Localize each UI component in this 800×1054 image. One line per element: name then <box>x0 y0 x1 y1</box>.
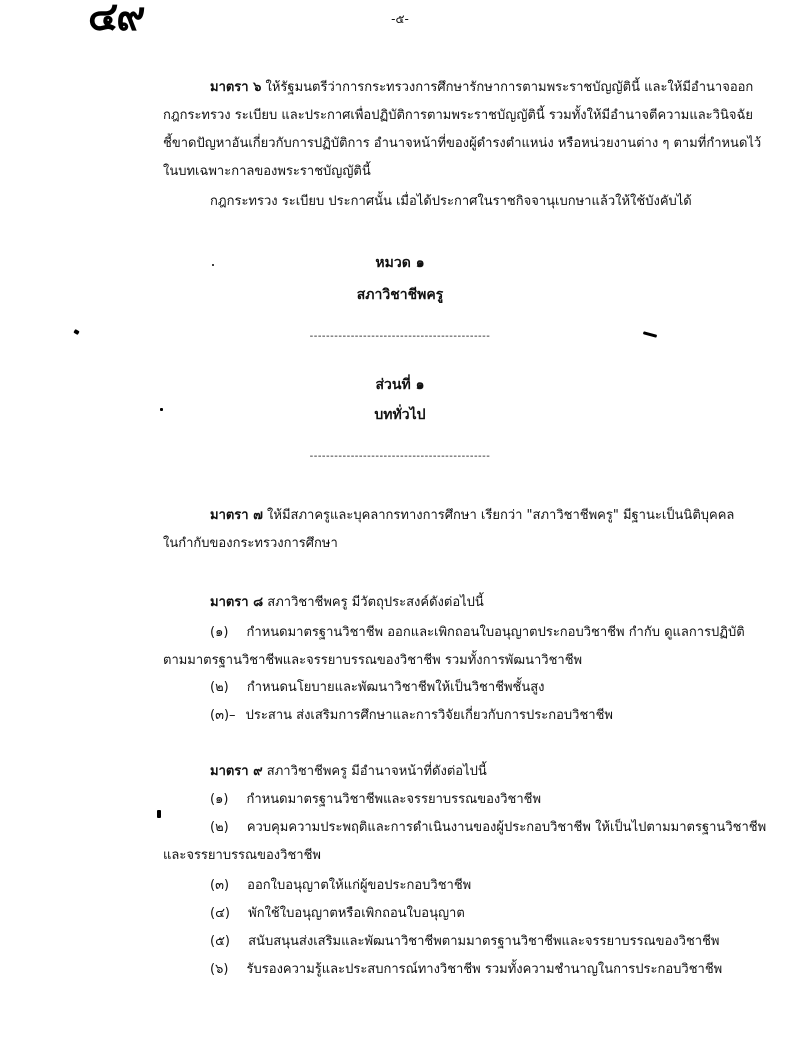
item-text: กำหนดมาตรฐานวิชาชีพและจรรยาบรรณของวิชาชีพ <box>246 792 542 807</box>
section-6-text-line-2: กฎกระทรวง ระเบียบ และประกาศเพื่อปฏิบัติการตามพระราชบัญญัตินี้ รวมทั้งให้มีอำนาจตีความและวินิจฉัย <box>163 108 753 123</box>
section-9-intro: สภาวิชาชีพครู มีอำนาจหน้าที่ดังต่อไปนี้ <box>266 764 487 779</box>
chapter-number: หมวด ๑ <box>375 255 425 271</box>
section-7-label: มาตรา ๗ <box>210 508 263 523</box>
section-8-item-2 <box>210 678 545 698</box>
page-number: -๕- <box>391 12 409 26</box>
item-text: รับรองความรู้และประสบการณ์ทางวิชาชีพ รวมทั้งความชำนาญในการประกอบวิชาชีพ <box>246 962 723 977</box>
section-9-item-3 <box>210 876 471 896</box>
chapter-title: สภาวิชาชีพครู <box>356 287 444 303</box>
item-number: (๓)– <box>210 708 236 723</box>
section-6-first-line <box>210 78 753 98</box>
item-text: ออกใบอนุญาตให้แก่ผู้ขอประกอบวิชาชีพ <box>247 878 472 893</box>
section-9-label: มาตรา ๙ <box>210 764 263 779</box>
part-number: ส่วนที่ ๑ <box>375 377 425 393</box>
section-8-item-1 <box>210 623 745 643</box>
item-number: (๕) <box>210 934 230 949</box>
section-9-item-6 <box>210 960 722 980</box>
section-9-item-1 <box>210 790 541 810</box>
section-9-item-2-continuation: และจรรยาบรรณของวิชาชีพ <box>163 848 321 863</box>
item-number: (๖) <box>210 962 229 977</box>
item-text: พักใช้ใบอนุญาตหรือเพิกถอนใบอนุญาต <box>248 906 465 921</box>
section-6-text-line-1: ให้รัฐมนตรีว่าการกระทรวงการศึกษารักษาการตามพระราชบัญญัตินี้ และให้มีอำนาจออก <box>265 80 754 95</box>
scan-speck <box>157 810 161 818</box>
section-9-intro-line <box>210 762 487 782</box>
section-9-item-5 <box>210 932 720 952</box>
section-7-text-line-2: ในกำกับของกระทรวงการศึกษา <box>163 536 338 551</box>
section-8-intro-line <box>210 593 484 613</box>
item-text: กำหนดนโยบายและพัฒนาวิชาชีพให้เป็นวิชาชีพชั้นสูง <box>246 680 545 695</box>
handwritten-page-mark: ๔๙ <box>88 0 144 40</box>
item-text: สนับสนุนส่งเสริมและพัฒนาวิชาชีพตามมาตรฐานวิชาชีพและจรรยาบรรณของวิชาชีพ <box>248 934 720 949</box>
part-title: บททั่วไป <box>374 407 426 423</box>
item-text: กำหนดมาตรฐานวิชาชีพ ออกและเพิกถอนใบอนุญาตประกอบวิชาชีพ กำกับ ดูแลการปฏิบัติ <box>246 625 745 640</box>
divider-2: -------------------------------------------- <box>309 451 491 462</box>
item-number: (๒) <box>210 820 229 835</box>
section-7-first-line <box>210 506 734 526</box>
item-text: ควบคุมความประพฤติและการดำเนินงานของผู้ประกอบวิชาชีพ ให้เป็นไปตามมาตรฐานวิชาชีพ <box>246 820 767 835</box>
section-8-item-1-continuation: ตามมาตรฐานวิชาชีพและจรรยาบรรณของวิชาชีพ รวมทั้งการพัฒนาวิชาชีพ <box>163 653 583 668</box>
section-7-text-line-1: ให้มีสภาครูและบุคลากรทางการศึกษา เรียกว่า "สภาวิชาชีพครู" มีฐานะเป็นนิติบุคคล <box>267 508 735 523</box>
item-text: ประสาน ส่งเสริมการศึกษาและการวิจัยเกี่ยวกับการประกอบวิชาชีพ <box>245 708 613 723</box>
section-6-text-line-4: ในบทเฉพาะกาลของพระราชบัญญัตินี้ <box>163 164 371 179</box>
item-number: (๑) <box>210 792 229 807</box>
section-6-paragraph-2: กฎกระทรวง ระเบียบ ประกาศนั้น เมื่อได้ประกาศในราชกิจจานุเบกษาแล้วให้ใช้บังคับได้ <box>210 194 692 209</box>
scan-speck <box>160 408 163 411</box>
section-8-label: มาตรา ๘ <box>210 595 264 610</box>
item-number: (๓) <box>210 878 230 893</box>
divider-1: -------------------------------------------- <box>309 331 491 342</box>
scan-speck <box>212 264 214 266</box>
item-number: (๒) <box>210 680 229 695</box>
section-6-label: มาตรา ๖ <box>210 80 262 95</box>
item-number: (๑) <box>210 625 229 640</box>
item-number: (๔) <box>210 906 230 921</box>
section-9-item-2 <box>210 818 766 838</box>
section-8-intro: สภาวิชาชีพครู มีวัตถุประสงค์ดังต่อไปนี้ <box>267 595 484 610</box>
section-8-item-3 <box>210 706 613 726</box>
section-6-text-line-3: ชี้ขาดปัญหาอันเกี่ยวกับการปฏิบัติการ อำนาจหน้าที่ของผู้ดำรงตำแหน่ง หรือหน่วยงานต่าง ๆ ตามที่กำหนดไว้ <box>163 136 762 151</box>
section-9-item-4 <box>210 904 465 924</box>
